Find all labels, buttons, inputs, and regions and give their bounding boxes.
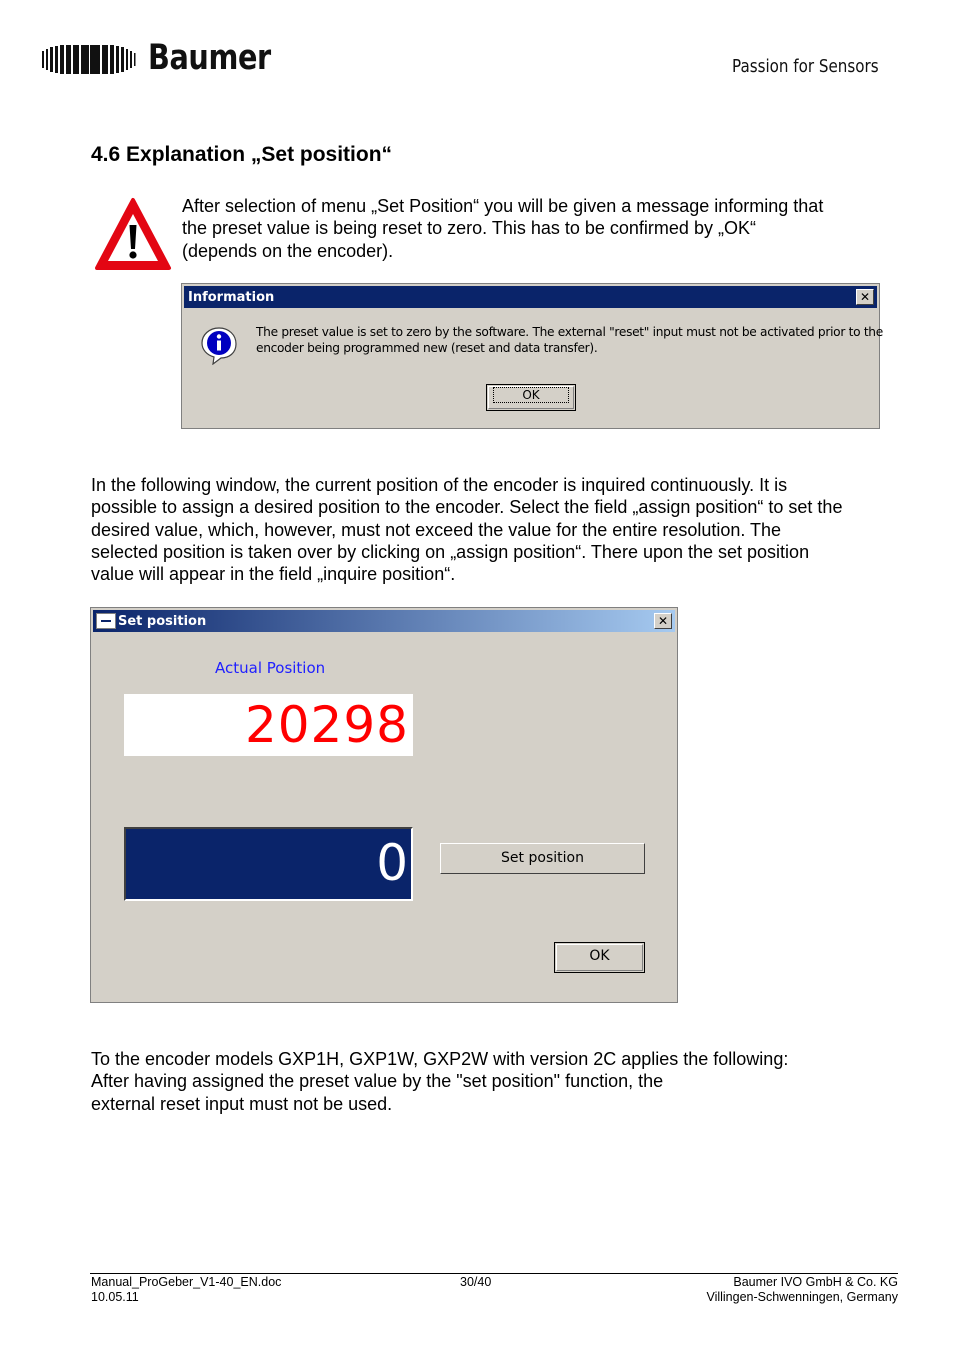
warning-triangle-icon bbox=[94, 196, 172, 272]
actual-position-label: Actual Position bbox=[215, 659, 326, 677]
text-line: value will appear in the field „inquire position“. bbox=[91, 564, 456, 585]
message-line: The preset value is set to zero by the software. The external "reset" input must not be activated prior to the bbox=[256, 325, 883, 339]
close-button[interactable]: ✕ bbox=[654, 613, 672, 629]
info-icon bbox=[199, 325, 239, 365]
footer-right bbox=[706, 1275, 898, 1305]
ok-button-label-wrap bbox=[487, 388, 575, 402]
close-button[interactable]: ✕ bbox=[856, 289, 874, 305]
set-position-dialog bbox=[90, 607, 678, 1003]
footer-date: 10.05.11 bbox=[91, 1290, 139, 1304]
information-message bbox=[256, 324, 883, 356]
set-position-title: Set position bbox=[118, 614, 207, 629]
footer-location: Villingen-Schwenningen, Germany bbox=[706, 1290, 898, 1304]
set-position-button[interactable]: Set position bbox=[440, 843, 645, 874]
text-line: After having assigned the preset value by the "set position" function, the bbox=[91, 1071, 664, 1092]
text-line: (depends on the encoder). bbox=[182, 240, 394, 261]
text-line: After selection of menu „Set Position“ you will be given a message informing that bbox=[182, 196, 824, 216]
preset-position-input[interactable] bbox=[124, 827, 413, 901]
information-dialog bbox=[181, 283, 883, 429]
baumer-logo-bars bbox=[42, 45, 137, 74]
text-line: In the following window, the current position of the encoder is inquired continuously. It is bbox=[91, 475, 788, 495]
ok-button[interactable] bbox=[554, 942, 645, 973]
app-icon bbox=[96, 613, 116, 629]
text-line: the preset value is being reset to zero. This has to be confirmed by „OK“ bbox=[182, 218, 756, 239]
text-line: external reset input must not be used. bbox=[91, 1093, 393, 1114]
footer-doc-name: Manual_ProGeber_V1-40_EN.doc bbox=[91, 1275, 282, 1289]
text-line: possible to assign a desired position to the encoder. Select the field „assign position“ to set the bbox=[91, 497, 843, 518]
footer-page-number: 30/40 bbox=[460, 1275, 492, 1289]
brand-tagline: Passion for Sensors bbox=[732, 56, 879, 77]
actual-position-display bbox=[124, 694, 413, 756]
footer-left bbox=[91, 1275, 281, 1305]
text-line: To the encoder models GXP1H, GXP1W, GXP2W with version 2C applies the following: bbox=[91, 1049, 789, 1069]
ok-button[interactable] bbox=[486, 384, 576, 411]
ok-button-label: OK bbox=[493, 387, 568, 403]
preset-position-value: 0 bbox=[376, 834, 408, 892]
set-position-title-bar[interactable] bbox=[93, 610, 675, 632]
text-line: selected position is taken over by clicking on „assign position“. There upon the set position bbox=[91, 541, 810, 562]
body-paragraph bbox=[91, 474, 911, 585]
information-title-bar[interactable] bbox=[184, 286, 877, 308]
information-title: Information bbox=[188, 290, 275, 305]
ok-button-label: OK bbox=[589, 948, 610, 964]
footer-company: Baumer IVO GmbH & Co. KG bbox=[733, 1275, 898, 1289]
warning-paragraph bbox=[182, 195, 882, 262]
note-paragraph bbox=[91, 1048, 891, 1115]
text-line: desired value, which, however, must not exceed the value for the entire resolution. The bbox=[91, 519, 782, 540]
message-line: encoder being programmed new (reset and data transfer). bbox=[256, 341, 598, 355]
footer-rule bbox=[90, 1273, 898, 1274]
section-heading: 4.6 Explanation „Set position“ bbox=[91, 143, 393, 166]
actual-position-value: 20298 bbox=[244, 696, 409, 754]
brand-name: Baumer bbox=[148, 38, 271, 78]
